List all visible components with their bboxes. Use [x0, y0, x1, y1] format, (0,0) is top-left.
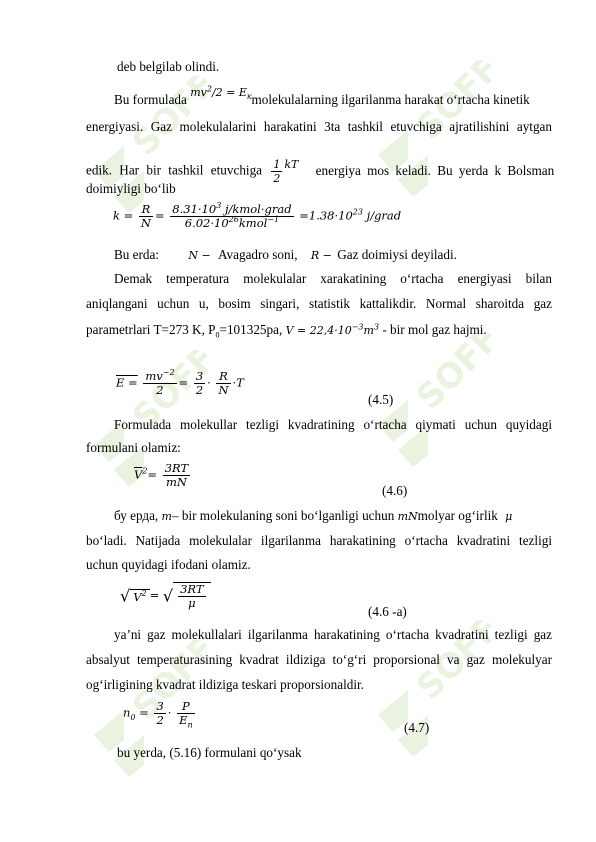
paragraph-line: Formulada molekullar tezligi kvadratining o‘rtacha qiymati uchun quyidagi — [114, 417, 552, 432]
equation-4-5: E = $\frac{mv^{-2}}{2}$ = $\frac{3}{2}$ · $\frac{R}{N}$ ·T — [116, 368, 244, 397]
equation-number: (4.5) — [368, 392, 394, 407]
paragraph-line: og‘irligining kvadrat ildiziga teskari proporsionaldir. — [86, 677, 364, 692]
half-kt-formula: $\frac{1}{2}$ — [273, 158, 281, 185]
paragraph-line: Demak temperatura molekulalar xarakatining o‘rtacha energiyasi bilan — [114, 271, 552, 286]
svg-text:SOFF: SOFF — [409, 60, 498, 148]
paragraph-line: energiyasi. Gaz molekulalarini harakatini 3ta tashkil etuvchiga ajratilishini aytgan — [86, 119, 552, 134]
paragraph-line: bu yerda, (5.16) formulani qo‘ysak — [117, 745, 302, 760]
svg-text:SOFF: SOFF — [409, 620, 498, 708]
equation-number: (4.7) — [404, 720, 430, 735]
paragraph-line: бу ерда, m– bir molekulaning soni bo‘lganligi uchun mNmolyar og‘irlik μ — [114, 508, 513, 523]
paragraph-line: edik. Har bir tashkil etuvchiga $\frac{1}{2}$ $^{kT}$ energiya mos keladi. Bu yerda k Bolsman — [86, 157, 555, 185]
paragraph-line: parametrlari T=273 K, $P_0=101325pa$, $V = 22,4\cdot 10^{-3}m^3$ - bir mol gaz hajmi. — [86, 322, 487, 340]
svg-text:SOFF: SOFF — [125, 350, 214, 438]
equation-number: (4.6) — [382, 483, 408, 498]
equation-4-7: $n_0$ = $\frac{3}{2}$ · $\frac{P}{E_n}$ — [123, 699, 193, 730]
paragraph-line: deb belgilab olindi. — [117, 59, 220, 74]
paragraph-line: bo‘ladi. Natijada molekulalar ilgarilanma harakatining o‘rtacha kvadratini tezligi — [86, 533, 552, 548]
equation-number: (4.6 -a) — [368, 604, 407, 619]
paragraph-line: aniqlangani uchun u, bosim singari, statistik kattalikdir. Normal sharoitda gaz — [86, 296, 552, 311]
paragraph-line: absalyut temperaturasining kvadrat ildiziga to‘g‘ri proporsional va gaz molekulyar — [86, 652, 552, 667]
svg-text:SOFF: SOFF — [125, 76, 214, 164]
paragraph-line: Bu erda: N − Avagadro soni, R − Gaz doimiysi deyiladi. — [114, 247, 457, 262]
paragraph-line: ya’ni gaz molekullalari ilgarilanma harakatining o‘rtacha kvadratini tezligi gaz — [114, 627, 552, 642]
paragraph-line: formulani olamiz: — [86, 440, 181, 455]
svg-text:SOFF: SOFF — [125, 640, 214, 728]
equation-4-6: $\overline{V}^2=$ $\frac{3RT}{mN}$ — [134, 461, 189, 489]
kinetic-energy-formula: $mv^2/2 = E_к$ — [190, 84, 252, 102]
boltzmann-constant-formula: k = $\frac{R}{N}$ = $\frac{8.31\cdot 10^3 j/kmol\cdot grad}{6.02\cdot 10^{26}kmol^{-1}}$ $=1.38\cdot 10^{23}$ j/grad — [113, 201, 402, 230]
svg-text:SOFF: SOFF — [409, 330, 498, 418]
equation-4-6a: √ $V^2$ = √ $\frac{3RT}{\mu}$ — [120, 582, 211, 610]
paragraph-line: uchun quyidagi ifodani olamiz. — [86, 557, 251, 572]
paragraph-line: Bu formulada $mv^2/2 = E_к$ molekulalarning ilgarilanma harakat o‘rtacha kinetik — [114, 84, 530, 107]
molar-volume-formula: $V = 22,4\cdot 10^{-3}m^3$ — [285, 322, 380, 337]
paragraph-line: doimiyligi bo‘lib — [86, 181, 176, 196]
